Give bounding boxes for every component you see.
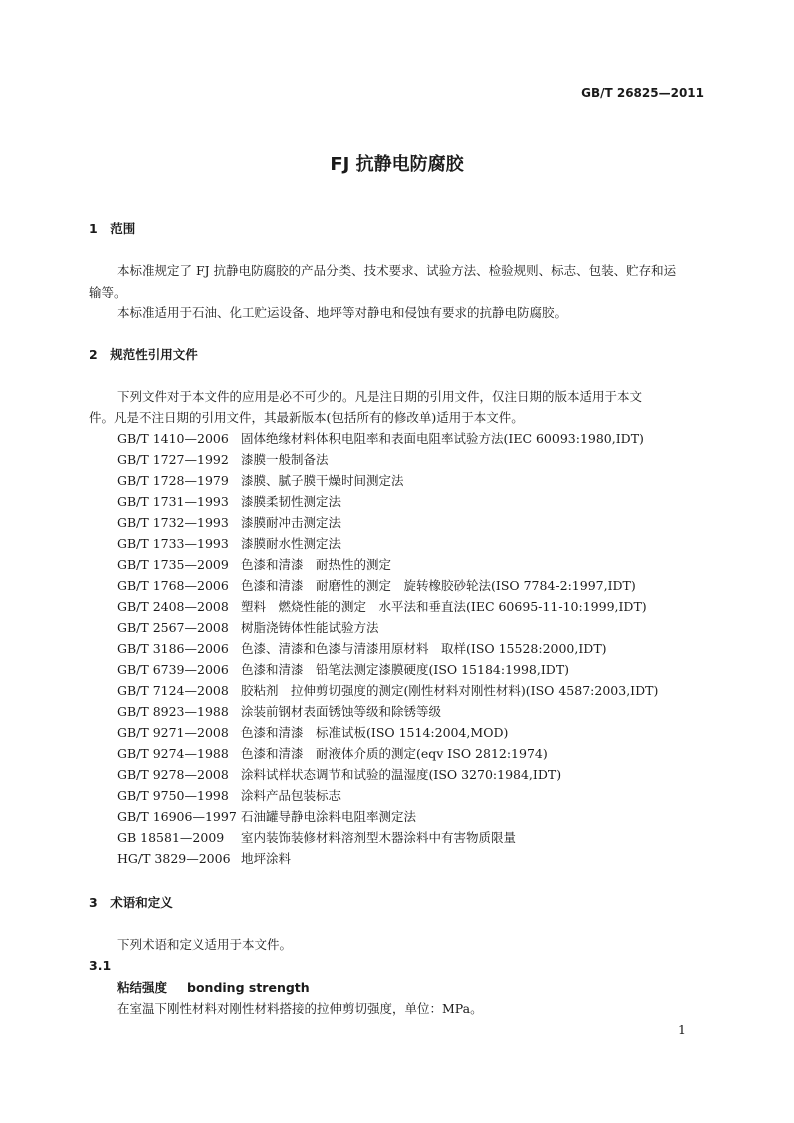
reference-code: GB/T 2567—2008 bbox=[117, 620, 229, 635]
reference-code: GB/T 1732—1993 bbox=[117, 515, 229, 530]
reference-title: 涂料产品包装标志 bbox=[241, 788, 342, 803]
reference-code: GB/T 2408—2008 bbox=[117, 599, 229, 614]
reference-item bbox=[117, 452, 329, 468]
reference-title: 漆膜、腻子膜干燥时间测定法 bbox=[241, 473, 404, 488]
reference-title: 石油罐导静电涂料电阻率测定法 bbox=[241, 809, 417, 824]
reference-title: 色漆、清漆和色漆与清漆用原材料 取样(ISO 15528:2000,IDT) bbox=[241, 641, 607, 656]
reference-code: GB/T 1727—1992 bbox=[117, 452, 229, 467]
reference-code: GB 18581—2009 bbox=[117, 830, 225, 845]
page-title: FJ 抗静电防腐胶 bbox=[330, 154, 464, 175]
reference-item bbox=[117, 494, 341, 510]
reference-item bbox=[117, 851, 291, 867]
reference-item bbox=[117, 599, 647, 615]
reference-item bbox=[117, 515, 341, 531]
reference-code: GB/T 9278—2008 bbox=[117, 767, 229, 782]
reference-code: GB/T 9274—1988 bbox=[117, 746, 229, 761]
section-1-heading: 1 范围 bbox=[89, 221, 136, 236]
reference-code: GB/T 9271—2008 bbox=[117, 725, 229, 740]
term bbox=[117, 980, 310, 996]
reference-code: GB/T 1735—2009 bbox=[117, 557, 229, 572]
page-number: 1 bbox=[678, 1022, 686, 1037]
reference-item bbox=[117, 662, 569, 678]
reference-code: GB/T 1410—2006 bbox=[117, 431, 229, 446]
paragraph: 下列术语和定义适用于本文件。 bbox=[117, 937, 293, 952]
reference-code: GB/T 9750—1998 bbox=[117, 788, 229, 803]
reference-item bbox=[117, 473, 404, 489]
reference-item bbox=[117, 536, 341, 552]
reference-item bbox=[117, 704, 441, 720]
section-3-heading: 3 术语和定义 bbox=[89, 895, 173, 910]
reference-title: 漆膜柔韧性测定法 bbox=[241, 494, 342, 509]
reference-item bbox=[117, 620, 379, 636]
paragraph: 输等。 bbox=[89, 285, 127, 300]
reference-title: 色漆和清漆 耐磨性的测定 旋转橡胶砂轮法(ISO 7784-2:1997,IDT) bbox=[241, 578, 636, 593]
definition: 在室温下刚性材料对刚性材料搭接的拉伸剪切强度，单位：MPa。 bbox=[117, 1001, 483, 1016]
reference-item bbox=[117, 809, 416, 825]
subsection-number: 3.1 bbox=[89, 958, 112, 973]
term-en: bonding strength bbox=[187, 980, 310, 995]
reference-code: GB/T 1728—1979 bbox=[117, 473, 229, 488]
reference-title: 固体绝缘材料体积电阻率和表面电阻率试验方法(IEC 60093:1980,IDT) bbox=[241, 431, 644, 446]
reference-item bbox=[117, 788, 341, 804]
reference-item bbox=[117, 431, 644, 447]
paragraph: 件。凡是不注日期的引用文件，其最新版本(包括所有的修改单)适用于本文件。 bbox=[89, 410, 524, 425]
reference-title: 色漆和清漆 标准试板(ISO 1514:2004,MOD) bbox=[241, 725, 509, 740]
paragraph: 本标准适用于石油、化工贮运设备、地坪等对静电和侵蚀有要求的抗静电防腐胶。 bbox=[117, 305, 568, 320]
reference-item bbox=[117, 683, 658, 699]
reference-item bbox=[117, 830, 516, 846]
reference-title: 色漆和清漆 耐液体介质的测定(eqv ISO 2812:1974) bbox=[241, 746, 548, 761]
reference-title: 地坪涂料 bbox=[241, 851, 292, 866]
paragraph: 本标准规定了 FJ 抗静电防腐胶的产品分类、技术要求、试验方法、检验规则、标志、包装、贮存和运 bbox=[117, 263, 677, 278]
reference-item bbox=[117, 557, 391, 573]
reference-title: 室内装饰装修材料溶剂型木器涂料中有害物质限量 bbox=[241, 830, 517, 845]
reference-code: GB/T 6739—2006 bbox=[117, 662, 229, 677]
reference-code: GB/T 7124—2008 bbox=[117, 683, 229, 698]
reference-item bbox=[117, 641, 607, 657]
reference-title: 涂料试样状态调节和试验的温湿度(ISO 3270:1984,IDT) bbox=[241, 767, 562, 782]
reference-title: 漆膜耐冲击测定法 bbox=[241, 515, 342, 530]
reference-title: 树脂浇铸体性能试验方法 bbox=[241, 620, 379, 635]
standard-number: GB/T 26825—2011 bbox=[581, 86, 704, 100]
reference-code: GB/T 16906—1997 bbox=[117, 809, 237, 824]
reference-title: 色漆和清漆 铅笔法测定漆膜硬度(ISO 15184:1998,IDT) bbox=[241, 662, 570, 677]
section-2-heading: 2 规范性引用文件 bbox=[89, 347, 198, 362]
reference-item bbox=[117, 725, 508, 741]
reference-item bbox=[117, 746, 548, 762]
reference-title: 漆膜耐水性测定法 bbox=[241, 536, 342, 551]
reference-item bbox=[117, 578, 636, 594]
reference-code: GB/T 3186—2006 bbox=[117, 641, 229, 656]
reference-code: GB/T 1731—1993 bbox=[117, 494, 229, 509]
reference-title: 塑料 燃烧性能的测定 水平法和垂直法(IEC 60695-11-10:1999,IDT) bbox=[241, 599, 647, 614]
reference-code: GB/T 1733—1993 bbox=[117, 536, 229, 551]
term-cn: 粘结强度 bbox=[117, 980, 168, 995]
reference-title: 漆膜一般制备法 bbox=[241, 452, 329, 467]
reference-item bbox=[117, 767, 561, 783]
reference-title: 涂装前钢材表面锈蚀等级和除锈等级 bbox=[241, 704, 442, 719]
paragraph: 下列文件对于本文件的应用是必不可少的。凡是注日期的引用文件，仅注日期的版本适用于本文 bbox=[117, 389, 643, 404]
reference-code: GB/T 8923—1988 bbox=[117, 704, 229, 719]
reference-code: HG/T 3829—2006 bbox=[117, 851, 231, 866]
reference-code: GB/T 1768—2006 bbox=[117, 578, 229, 593]
reference-title: 色漆和清漆 耐热性的测定 bbox=[241, 557, 392, 572]
reference-title: 胶粘剂 拉伸剪切强度的测定(刚性材料对刚性材料)(ISO 4587:2003,IDT) bbox=[241, 683, 659, 698]
